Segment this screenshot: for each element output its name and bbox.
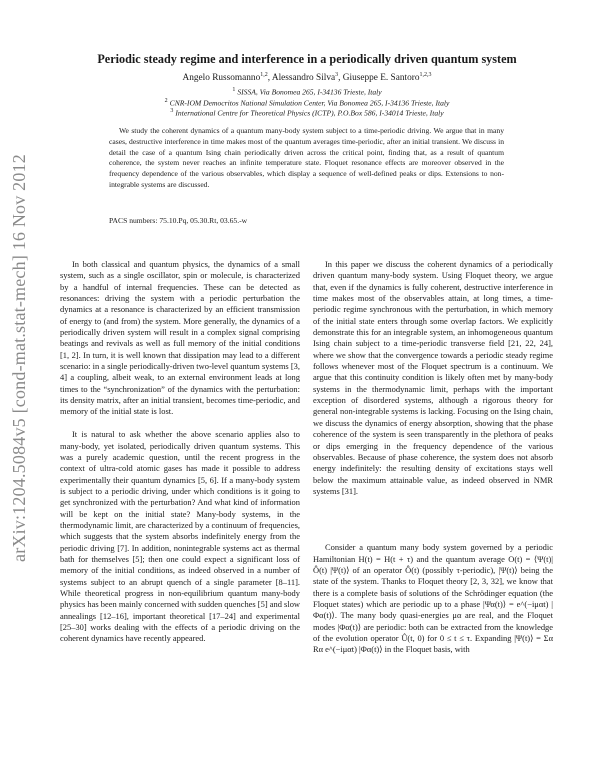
author-list — [60, 72, 554, 83]
arxiv-identifier: arXiv:1204.5084v5 [cond-mat.stat-mech] 16 Nov 2012 — [9, 154, 29, 562]
body-paragraph: It is natural to ask whether the above scenario applies also to many-body, yet isolated, periodically driven quantum systems. This was a purely academic question, until the recent progress in the context of ultra-cold atomic gases has made it possible to address experimentally their quantum dynamics [5, 6]. If a many-body system is subject to a periodic driving, under which conditions is it going to get synchronized with the perturbation? And what kind of information will be kept on the initial state? Many-body systems, in the thermodynamic limit, are characterized by a continuum of frequencies, which suggests that the system absorbs indefinitely energy from the periodic driving [7]. In addition, nonintegrable systems act as thermal bath for themselves [5]; then one could expect a significant loss of memory of the initial conditions, as indeed observed in a number of systems subject to an abrupt quench of a single parameter [8–11]. While theoretical progress in non-equilibrium quantum many-body physics has been mainly concerned with sudden quenches [5] and slow annealings [12–16], important theoretical [17–24] and experimental [25–30] works dealing with the effects of a periodic driving on the coherent dynamics have recently appeared. — [60, 429, 300, 644]
author: Giuseppe E. Santoro — [342, 73, 420, 84]
affiliation-text: CNR-IOM Democritos National Simulation Center, Via Bonomea 265, I-34136 Trieste, Italy — [169, 98, 450, 108]
author-separator: , — [338, 73, 343, 84]
affiliation-mark: 1 — [232, 87, 236, 93]
author: Alessandro Silva — [271, 73, 336, 84]
author: Angelo Russomanno — [182, 73, 261, 84]
body-paragraph: In this paper we discuss the coherent dynamics of a periodically driven quantum many-body system. Using Floquet theory, we argue that, even if the dynamics is fully coherent, destructive interference in time makes most of the observables attain, at long times, a time-periodic regime synchronous with the perturbation, in which memory of the initial state enters through some overlap factors. We explicitly demonstrate this for an integrable system, an inhomogeneous quantum Ising chain subject to a time-periodic transverse field [21, 22, 24], where we show that the convergence towards a periodic steady regime follows whenever most of the Floquet spectrum is a continuum. We argue that this continuity condition is likely often met by many-body systems in the thermodynamic limit, perhaps with the important exception of disordered systems, although a rigorous theory for general non-integrable systems is lacking. Focusing on the Ising chain, we discuss the dynamics of energy absorption, showing that the phase coherence of the system is seen transparently in the plethora of peaks or dips emerging in the frequency dependence of the various observables. Because of phase coherence, the system does not absorb energy indefinitely: the resulting density of excitations stays well below the maximum attainable value, as indeed observed in NMR systems [31]. — [313, 259, 553, 496]
body-paragraph: Consider a quantum many body system governed by a periodic Hamiltonian H(t) = H(t + τ) and the quantum average O(t) = ⟨Ψ(t)| Ô(t) |Ψ(t)⟩ of an operator Ô(t) (possibly τ-periodic), |Ψ(t)⟩ being the state of the system. Thanks to Floquet theory [2, 3, 32], we know that there is a complete basis of solutions of the Schrödinger equation (the Floquet states) which are periodic up to a phase |Ψα(t)⟩ = e^(−iμαt) |Φα(t)⟩. The many body quasi-energies μα are real, and the Floquet modes |Φα(t)⟩ are periodic: both can be extracted from the knowledge of the evolution operator Û(t, 0) for 0 ≤ t ≤ τ. Expanding |Ψ(t)⟩ = Σα Rα e^(−iμαt) |Φα(t)⟩ in the Floquet basis, with — [313, 542, 553, 655]
paper-title: Periodic steady regime and interference in a periodically driven quantum system — [97, 52, 517, 66]
left-column — [60, 259, 300, 645]
pacs-numbers: PACS numbers: 75.10.Pq, 05.30.Rt, 03.65.-w — [109, 216, 248, 225]
right-column — [313, 259, 553, 656]
author-affiliation-mark: 3 — [335, 72, 339, 78]
author-affiliation-mark: 1,2 — [260, 72, 268, 78]
affiliation-text: SISSA, Via Bonomea 265, I-34136 Trieste, Italy — [237, 87, 382, 97]
affiliation-text: International Centre for Theoretical Physics (ICTP), P.O.Box 586, I-34014 Trieste, Italy — [175, 108, 444, 118]
author-separator: , — [267, 73, 272, 84]
author-affiliation-mark: 1,2,3 — [419, 72, 432, 78]
abstract: We study the coherent dynamics of a quantum many-body system subject to a time-periodic driving. We argue that in many cases, destructive interference in time makes most of the quantum averages time-periodic, after an initial transient. We discuss in detail the case of a quantum Ising chain periodically driven across the critical point, finding that, as a result of quantum coherence, the system never reaches an infinite temperature state. Floquet resonance effects are moreover observed in the frequency dependence of the various observables, which display a sequence of well-defined peaks or dips. Extensions to non-integrable systems are discussed. — [109, 126, 504, 189]
affiliation-mark: 2 — [164, 98, 168, 104]
affiliation-mark: 3 — [170, 108, 174, 114]
affiliation — [60, 106, 554, 119]
body-paragraph: In both classical and quantum physics, the dynamics of a small system, such as a single oscillator, spin or molecule, is characterized by a handful of internal frequencies. These can be detected as resonances: driving the system with a periodic perturbation the dynamics at a resonance is characterized by an efficient transmission of energy to (and from) the system. More generally, the dynamics of a periodically driven system will result in a complex signal comprising beatings and revivals as well as full memory of the initial conditions [1, 2]. In turn, it is well known that dissipation may lead to a different scenario: in a single periodically-driven two-level quantum systems [3, 4] a coupling, albeit weak, to an external environment leads at long times to the “synchronization” of the dynamics with the perturbation: its density matrix, after an initial transient, becomes time-periodic, and memory of the initial state is lost. — [60, 259, 300, 417]
